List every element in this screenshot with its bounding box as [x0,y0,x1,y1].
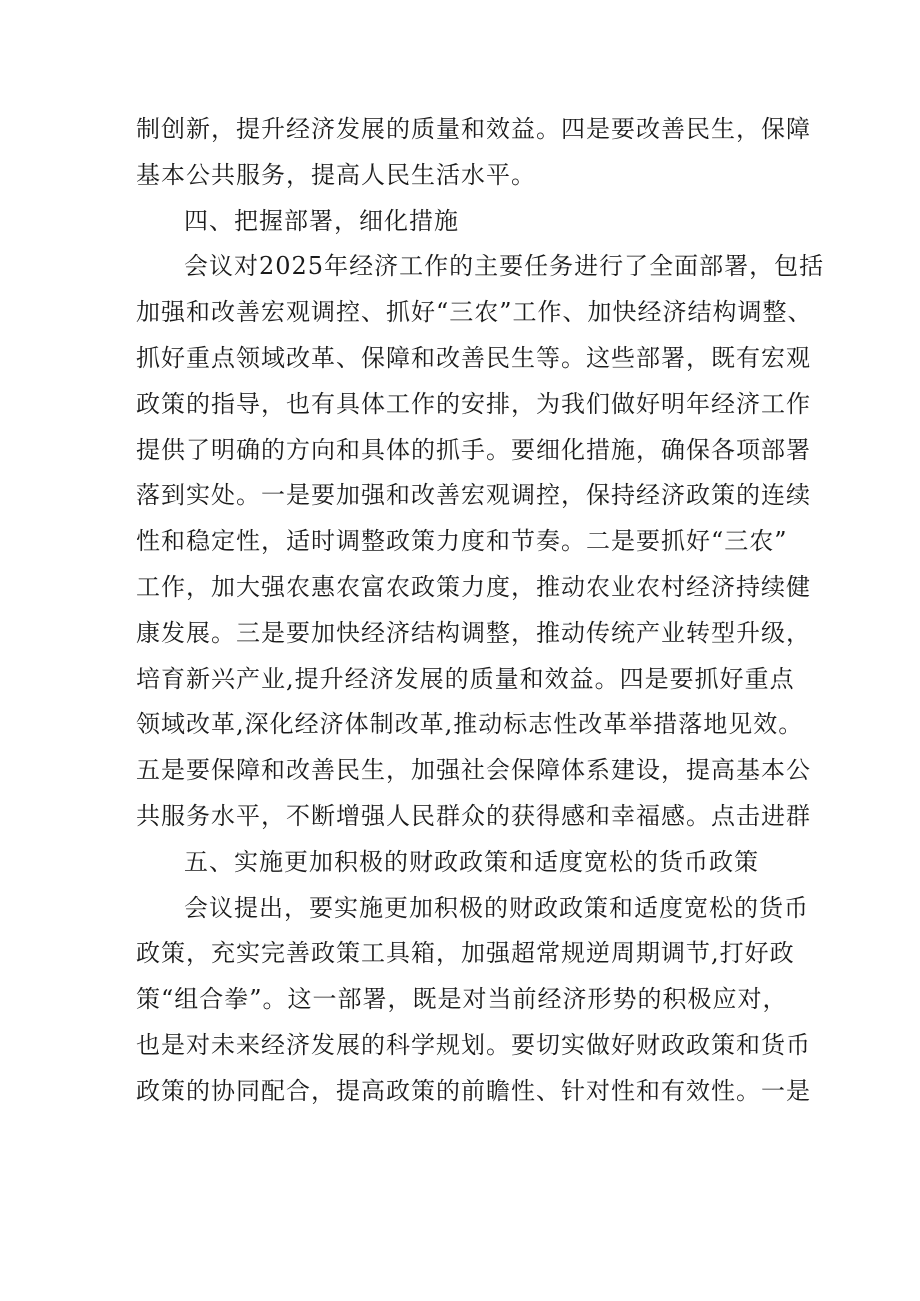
text-line: 康发展。三是要加快经济结构调整，推动传统产业转型升级， [136,618,811,647]
text-line: 培育新兴产业,提升经济发展的质量和效益。四是要抓好重点 [136,664,795,693]
text-line: 落到实处。一是要加强和改善宏观调控，保持经济政策的连续 [136,481,811,510]
text-line: 政策的指导，也有具体工作的安排，为我们做好明年经济工作 [136,389,811,418]
text-line: 抓好重点领域改革、保障和改善民生等。这些部署，既有宏观 [136,343,811,372]
text-line: 也是对未来经济发展的科学规划。要切实做好财政政策和货币 [136,1030,811,1059]
text-line: 制创新，提升经济发展的质量和效益。四是要改善民生，保障 [136,115,811,143]
text-line: 性和稳定性，适时调整政策力度和节奏。二是要抓好“三农” [136,527,788,556]
text-line: 基本公共服务，提高人民生活水平。 [136,160,536,189]
document-body [136,107,825,1115]
text-line: 策“组合拳”。这一部署，既是对当前经济形势的积极应对， [136,985,788,1014]
text-line: 提供了明确的方向和具体的抓手。要细化措施，确保各项部署 [136,435,811,464]
section-heading-4: 四、把握部署，细化措施 [184,206,459,235]
text-line: 共服务水平，不断增强人民群众的获得感和幸福感。点击进群 [136,801,811,830]
text-line: 五是要保障和改善民生，加强社会保障体系建设，提高基本公 [136,756,811,785]
text-line: 工作，加大强农惠农富农政策力度，推动农业农村经济持续健 [136,572,811,601]
text-line: 加强和改善宏观调控、抓好“三农”工作、加快经济结构调整、 [136,298,813,327]
text-line: 会议对2025年经济工作的主要任务进行了全面部署，包括 [184,252,825,281]
text-line: 政策，充实完善政策工具箱，加强超常规逆周期调节,打好政 [136,939,795,968]
text-line: 政策的协同配合，提高政策的前瞻性、针对性和有效性。一是 [136,1076,811,1105]
text-line: 领域改革,深化经济体制改革,推动标志性改革举措落地见效。 [136,710,804,739]
text-line: 会议提出，要实施更加积极的财政政策和适度宽松的货币 [184,893,809,922]
section-heading-5: 五、实施更加积极的财政政策和适度宽松的货币政策 [184,847,759,876]
